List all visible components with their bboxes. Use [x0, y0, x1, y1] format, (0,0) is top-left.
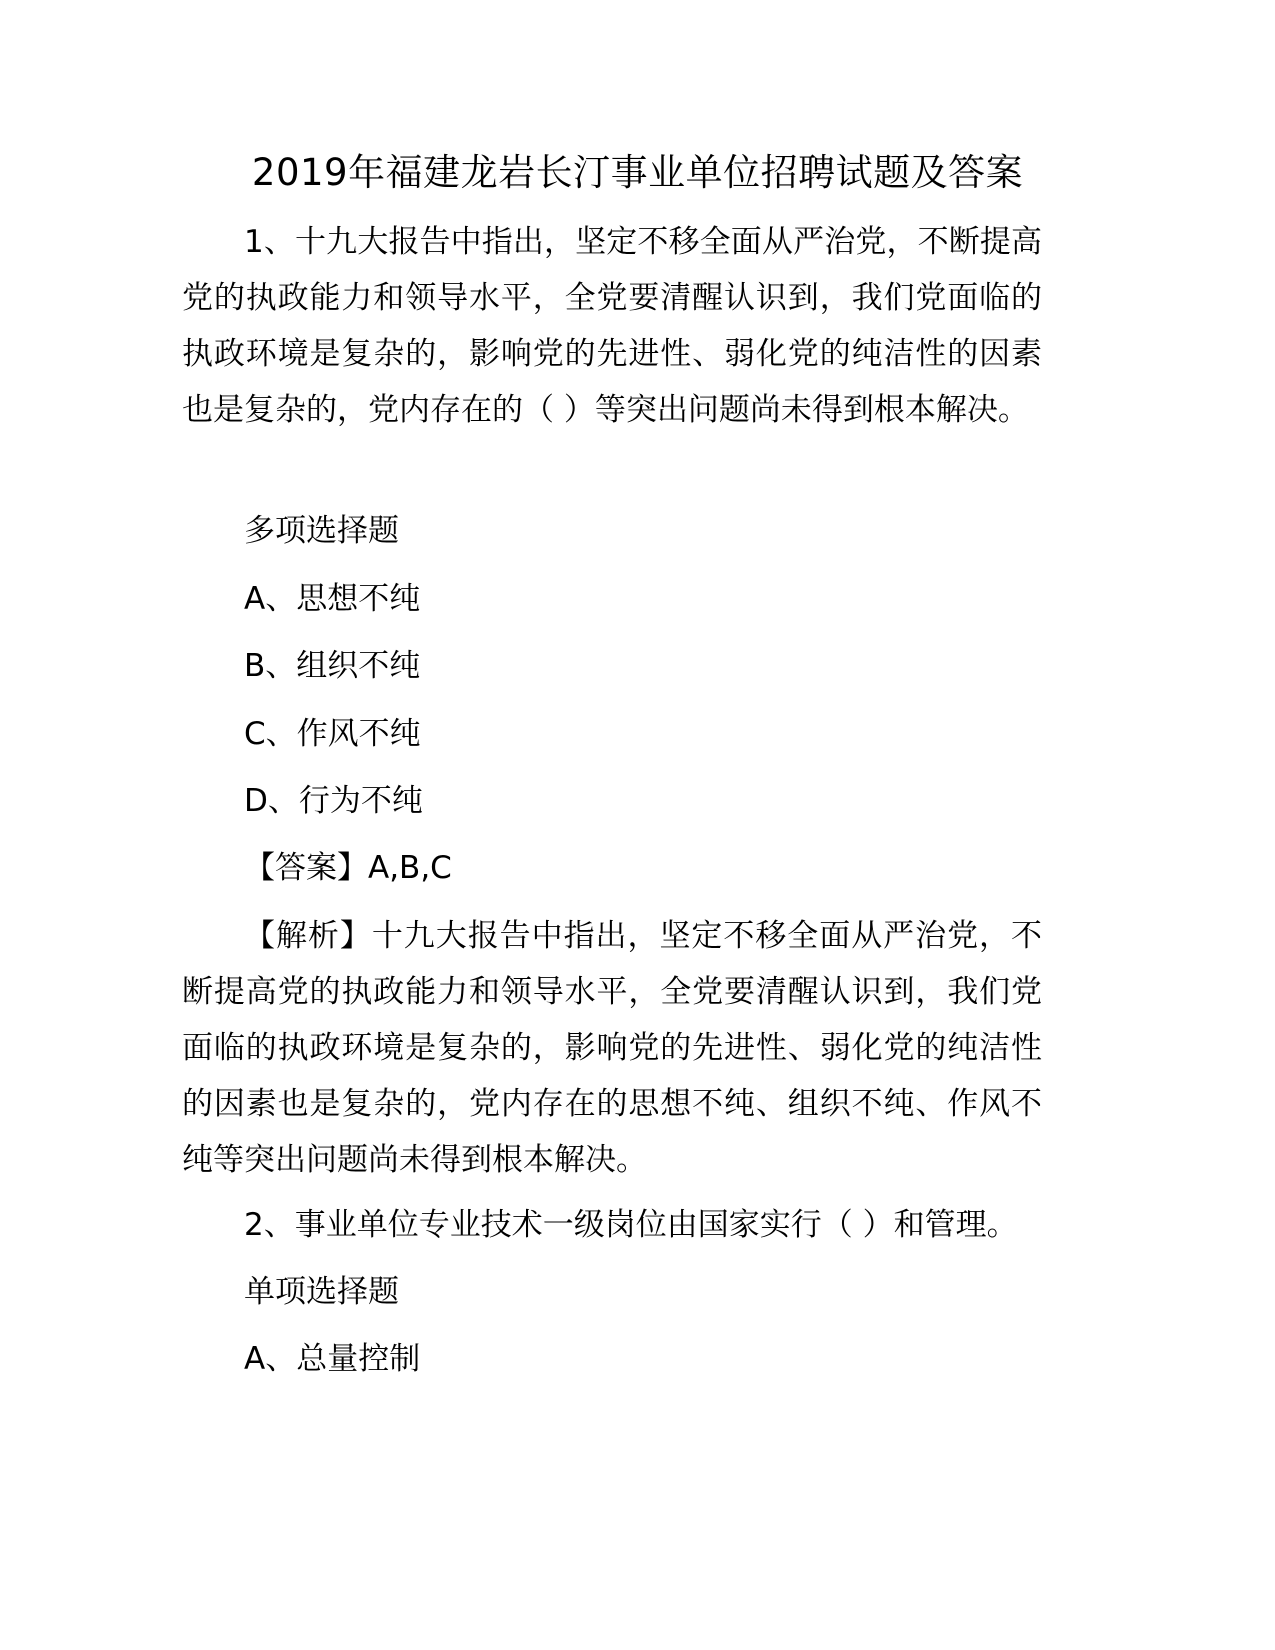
- document-title: 2019年福建龙岩长汀事业单位招聘试题及答案: [251, 151, 1024, 194]
- question-1-type: 多项选择题: [244, 513, 399, 549]
- question-2-type: 单项选择题: [244, 1274, 399, 1310]
- question-1-answer: 【答案】A,B,C: [244, 850, 452, 886]
- question-2-option-a: A、总量控制: [244, 1341, 421, 1377]
- question-1-option-a: A、思想不纯: [244, 581, 421, 617]
- question-1-stem: 1、十九大报告中指出，坚定不移全面从严治党，不断提高党的执政能力和领导水平，全党要清醒认识到，我们党面临的执政环境是复杂的，影响党的先进性、弱化党的纯洁性的因素也是复杂的，党内存在的（ ）等突出问题尚未得到根本解决。: [182, 224, 1042, 428]
- question-1-option-c: C、作风不纯: [244, 716, 421, 752]
- question-2-stem: 2、事业单位专业技术一级岗位由国家实行（ ）和管理。: [244, 1207, 1018, 1243]
- question-1-option-b: B、组织不纯: [244, 648, 421, 684]
- question-1-explanation: 【解析】十九大报告中指出，坚定不移全面从严治党，不断提高党的执政能力和领导水平，全党要清醒认识到，我们党面临的执政环境是复杂的，影响党的先进性、弱化党的纯洁性的因素也是复杂的，党内存在的思想不纯、组织不纯、作风不纯等突出问题尚未得到根本解决。: [182, 918, 1042, 1178]
- question-1-option-d: D、行为不纯: [244, 783, 423, 819]
